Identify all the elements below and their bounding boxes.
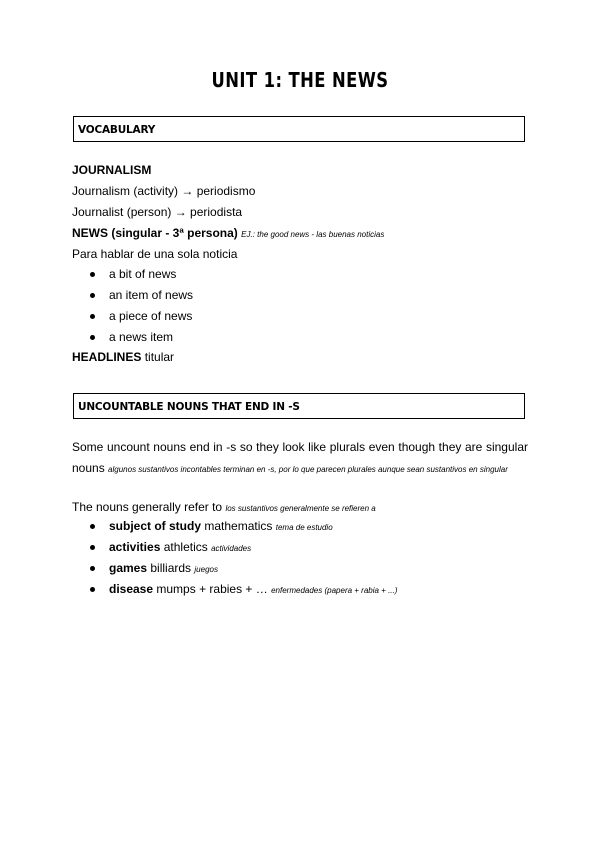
refer-line [72,499,376,517]
item-note: tema de estudio [275,523,333,532]
headlines-line [72,349,174,365]
list-item [72,558,397,579]
refer-text: The nouns generally refer to [72,500,223,514]
news-items-list [72,264,193,348]
headlines-bold: HEADLINES [72,350,142,364]
para-hablar: Para hablar de una sola noticia [72,247,238,261]
item-note: enfermedades (papera + rabia + ...) [271,586,398,595]
list-item: a bit of news [72,264,193,285]
item-text: mumps + rabies + … [156,582,268,596]
vocab-line: Journalist (person) → periodista [72,205,243,219]
section-header-uncountable: UNCOUNTABLE NOUNS THAT END IN -S [73,393,525,419]
headlines-text: titular [144,350,175,364]
list-item: a news item [72,327,193,348]
list-item [72,579,397,600]
item-note: juegos [194,565,218,574]
uncountable-items-list [72,516,397,600]
subheading-journalism: JOURNALISM [72,163,152,177]
uncountable-intro [72,437,528,480]
list-item: a piece of news [72,306,193,327]
item-text: athletics [163,540,208,554]
list-item [72,537,397,558]
news-line-bold: NEWS (singular - 3ª persona) [72,226,238,240]
refer-note: los sustantivos generalmente se refieren a [225,504,376,513]
page-title: UNIT 1: THE NEWS [211,68,389,92]
news-line [72,225,384,243]
item-text: billiards [150,561,192,575]
news-line-note: EJ.: the good news - las buenas noticias [241,230,385,239]
intro-note: algunos sustantivos incontables terminan en -s, por lo que parecen plurales aunque sean sustantivos en singular [108,465,508,474]
item-note: actividades [211,544,252,553]
item-bold: games [109,561,148,575]
intro-text: Some uncount nouns end in -s so they look like plurals even though they are singular nouns [72,440,528,475]
vocab-line: Journalism (activity) → periodismo [72,184,256,198]
item-bold: activities [109,540,161,554]
list-item [72,516,397,537]
item-bold: disease [109,582,154,596]
list-item: an item of news [72,285,193,306]
item-bold: subject of study [109,519,202,533]
item-text: mathematics [204,519,273,533]
section-header-vocabulary: VOCABULARY [73,116,525,142]
